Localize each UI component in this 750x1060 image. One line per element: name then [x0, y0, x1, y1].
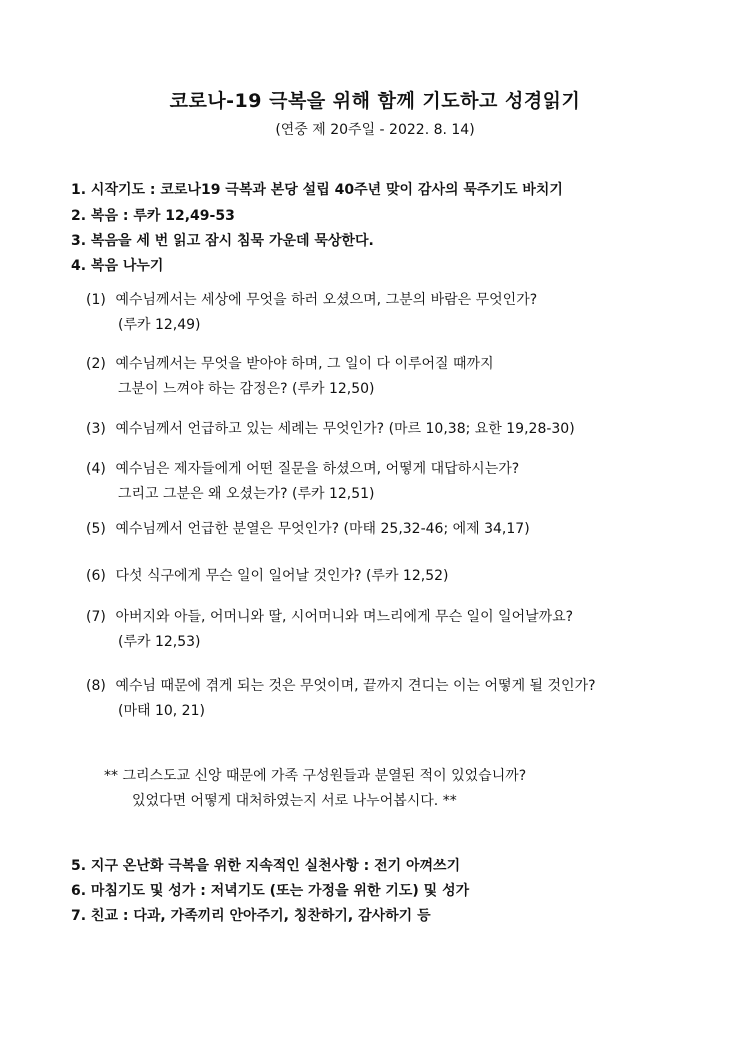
question-continuation: (루카 12,53) — [118, 634, 201, 650]
question-continuation: (루카 12,49) — [118, 317, 201, 333]
note-line-2: 있었다면 어떻게 대처하였는지 서로 나누어봅시다. ** — [132, 793, 457, 809]
document-title: 코로나-19 극복을 위해 함께 기도하고 성경읽기 — [169, 90, 581, 112]
question-number: (3) — [86, 421, 106, 437]
document-subtitle: (연중 제 20주일 - 2022. 8. 14) — [275, 122, 475, 138]
question-8 — [86, 674, 596, 724]
question-number: (4) — [86, 461, 106, 477]
step-5: 5. 지구 온난화 극복을 위한 지속적인 실천사항 : 전기 아껴쓰기 — [71, 858, 461, 874]
question-continuation: 그분이 느껴야 하는 감정은? (루카 12,50) — [118, 381, 375, 397]
question-number: (1) — [86, 292, 106, 308]
question-continuation: 그리고 그분은 왜 오셨는가? (루카 12,51) — [118, 486, 375, 502]
note-line-1: ** 그리스도교 신앙 때문에 가족 구성원들과 분열된 적이 있었습니까? — [104, 768, 527, 784]
question-6 — [86, 564, 448, 589]
question-number: (5) — [86, 521, 106, 537]
question-text: 예수님께서 언급하고 있는 세례는 무엇인가? (마르 10,38; 요한 19,28-30) — [115, 421, 575, 437]
question-number: (8) — [86, 678, 106, 694]
step-4: 4. 복음 나누기 — [71, 258, 164, 274]
question-5 — [86, 517, 530, 542]
question-number: (6) — [86, 568, 106, 584]
question-2 — [86, 352, 494, 402]
question-text: 아버지와 아들, 어머니와 딸, 시어머니와 며느리에게 무슨 일이 일어날까요? — [115, 609, 574, 625]
step-6: 6. 마침기도 및 성가 : 저녁기도 (또는 가정을 위한 기도) 및 성가 — [71, 883, 470, 899]
step-7: 7. 친교 : 다과, 가족끼리 안아주기, 칭찬하기, 감사하기 등 — [71, 908, 431, 924]
question-3 — [86, 417, 575, 442]
question-text: 예수님께서는 무엇을 받아야 하며, 그 일이 다 이루어질 때까지 — [115, 356, 494, 372]
question-1 — [86, 288, 537, 338]
question-4 — [86, 457, 519, 507]
question-number: (2) — [86, 356, 106, 372]
question-text: 예수님 때문에 겪게 되는 것은 무엇이며, 끝까지 견디는 이는 어떻게 될 것인가? — [115, 678, 596, 694]
discussion-note — [104, 764, 526, 814]
question-number: (7) — [86, 609, 106, 625]
step-2: 2. 복음 : 루카 12,49-53 — [71, 208, 235, 224]
question-text: 예수님께서 언급한 분열은 무엇인가? (마태 25,32-46; 에제 34,17) — [115, 521, 530, 537]
question-text: 다섯 식구에게 무슨 일이 일어날 것인가? (루카 12,52) — [115, 568, 449, 584]
question-text: 예수님께서는 세상에 무엇을 하러 오셨으며, 그분의 바람은 무엇인가? — [115, 292, 538, 308]
question-7 — [86, 605, 573, 655]
question-continuation: (마태 10, 21) — [118, 703, 205, 719]
question-text: 예수님은 제자들에게 어떤 질문을 하셨으며, 어떻게 대답하시는가? — [115, 461, 520, 477]
step-3: 3. 복음을 세 번 읽고 잠시 침묵 가운데 묵상한다. — [71, 233, 374, 249]
step-1: 1. 시작기도 : 코로나19 극복과 본당 설립 40주년 맞이 감사의 묵주기도 바치기 — [71, 182, 563, 198]
